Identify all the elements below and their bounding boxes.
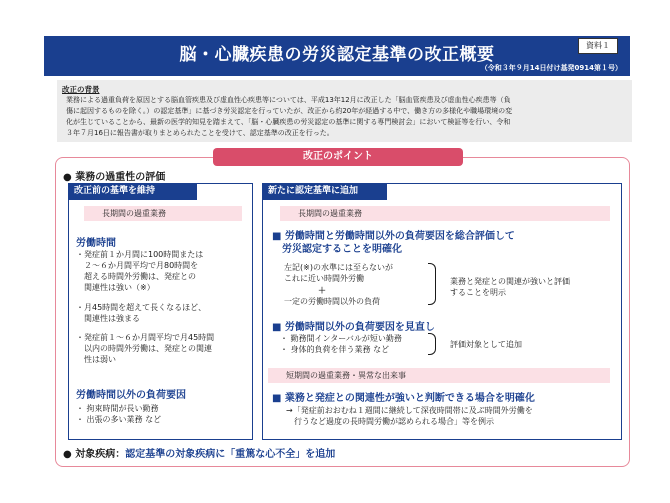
bullet-line: ・月45時間を超えて長くなるほど、: [76, 303, 207, 312]
item1-condition-1: [284, 262, 424, 284]
title-line: ■ 労働時間と労働時間以外の負荷要因を総合評価して: [272, 231, 515, 242]
target-disease-text: 認定基準の対象疾病に「重篤な心不全」を追加: [125, 449, 336, 460]
notice-number: （令和３年９月14日付け基発0914第１号）: [480, 64, 622, 72]
right-pink-label-2: 短期間の過重業務・異常な出来事: [268, 368, 610, 383]
document-label: 資料１: [578, 38, 618, 54]
note-line: 行うなど過度の長時間労働が認められる場合」等を例示: [286, 417, 494, 426]
item1-condition-2: 一定の労働時間以外の負荷: [284, 297, 380, 306]
list-item: ・ 拘束時間が長い勤務: [76, 404, 159, 413]
left-bullet-1: [76, 249, 251, 293]
background-title: 改正の背景: [62, 85, 100, 94]
list-item: ・ 身体的負荷を伴う業務 など: [280, 345, 390, 354]
item2-result: 評価対象として追加: [450, 340, 522, 349]
bullet-line: ・発症前１～６か月間平均で月45時間: [76, 333, 215, 342]
title-line: 労災認定することを明確化: [272, 244, 402, 255]
background-line: 業務による過重負荷を原因とする脳血管疾患及び虚血性心疾患等については、平成13年12月に改正した「脳血管疾患及び虚血性心疾患等（負: [66, 96, 511, 104]
item2-title: ■ 労働時間以外の負荷要因を見直し: [272, 322, 435, 333]
right-panel-header: 新たに認定基準に追加: [262, 183, 387, 200]
page-title: 脳・心臓疾患の労災認定基準の改正概要: [179, 45, 495, 65]
left-pink-label: 長期間の過重業務: [84, 206, 242, 221]
background-line: ３年７月16日に報告書が取りまとめられたことを受けて、認定基準の改正を行った。: [66, 129, 334, 137]
background-line: 化が生じていることから、最新の医学的知見を踏まえて、「脳・心臓疾患の労災認定の基準に関する専門検討会」において検証等を行い、令和: [66, 118, 511, 126]
plus-sign: ＋: [318, 286, 326, 295]
points-banner: 改正のポイント: [213, 148, 463, 166]
bullet-line: 関連性は強まる: [76, 314, 140, 323]
item1-result: [450, 276, 610, 298]
list-item: ・ 出張の多い業務 など: [76, 415, 162, 424]
note-line: →「発症前おおむね１週間に継続して深夜時間帯に及ぶ時間外労働を: [286, 406, 533, 415]
item3-title: ■ 業務と発症との関連性が強いと判断できる場合を明確化: [272, 393, 535, 404]
labor-time-title: 労働時間: [76, 238, 116, 249]
result-line: することを明示: [450, 288, 506, 297]
section-title-workload: ● 業務の過重性の評価: [63, 172, 166, 183]
brace-1: [428, 263, 436, 305]
other-factors-title: 労働時間以外の負荷要因: [76, 390, 186, 401]
bullet-line: 以内の時間外労働は、発症との関連: [76, 344, 212, 353]
item1-title: [272, 230, 515, 256]
left-bullet-2: [76, 302, 251, 324]
item2-list: [280, 333, 402, 355]
other-factors-list: [76, 403, 161, 425]
target-disease-row: [63, 445, 335, 460]
bullet-line: 性は弱い: [76, 355, 116, 364]
background-text: [66, 95, 624, 139]
brace-2: [428, 333, 436, 355]
right-pink-label-1: 長期間の過重業務: [280, 206, 610, 221]
bullet-line: ２～６か月間平均で月80時間を: [76, 261, 199, 270]
left-bullet-3: [76, 332, 251, 365]
target-disease-label: ● 対象疾病：: [63, 449, 126, 460]
list-item: ・ 勤務間インターバルが短い勤務: [280, 334, 402, 343]
background-line: 傷に起因するものを除く。）の認定基準」に基づき労災認定を行っていたが、改正から約20年が経過する中で、働き方の多様化や職場環境の変: [66, 107, 513, 115]
bullet-line: ・発症前１か月間に100時間または: [76, 250, 204, 259]
condition-line: 左記(※)の水準には至らないが: [284, 263, 393, 272]
item3-note: [286, 405, 616, 427]
left-panel-header: 改正前の基準を維持: [68, 183, 197, 200]
bullet-line: 超える時間外労働は、発症との: [76, 272, 196, 281]
result-line: 業務と発症との関連が強いと評価: [450, 277, 570, 286]
condition-line: これに近い時間外労働: [284, 274, 364, 283]
bullet-line: 関連性は強い（※）: [76, 283, 155, 292]
